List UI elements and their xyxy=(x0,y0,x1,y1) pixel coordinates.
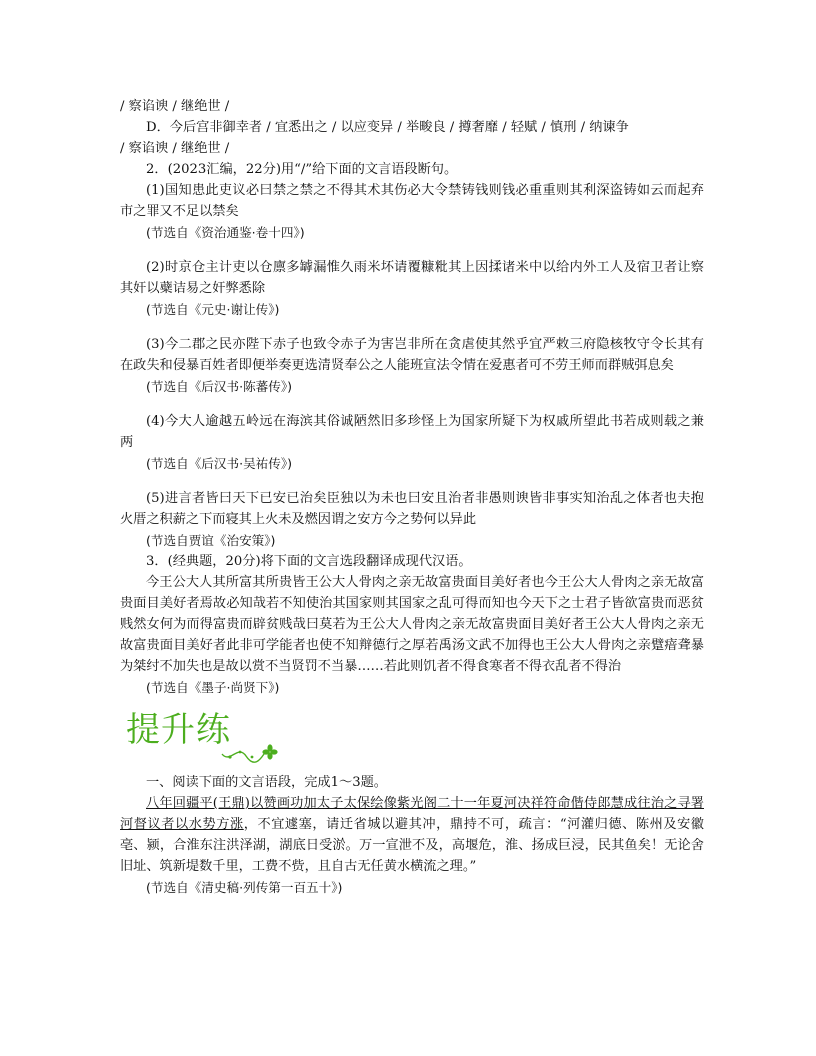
option-c-tail: / 察谄谀 / 继绝世 / xyxy=(120,99,230,114)
source-3: (节选自《后汉书·陈蕃传》) xyxy=(146,379,293,394)
section-banner xyxy=(120,708,704,764)
source-4: (节选自《后汉书·吴祐传》) xyxy=(146,456,293,471)
option-d-tail: / 察谄谀 / 继绝世 / xyxy=(120,141,230,156)
source-6: (节选自《墨子·尚贤下》) xyxy=(146,680,280,695)
passage-7-underlined: 八年回疆平(王鼎)以赞画功加太子太保绘像紫光阁二十一年夏河决祥符命偕侍郎慧成往治之寻署河督议者以水势方涨 xyxy=(120,796,704,832)
passage-4: (4)今大人逾越五岭远在海滨其俗诚陋然旧多珍怪上为国家所疑下为权戚所望此书若成则载之兼两 xyxy=(120,414,704,450)
passage-6: 今王公大人其所富其所贵皆王公大人骨肉之亲无故富贵面目美好者也今王公大人骨肉之亲无故富贵面目美好者焉故必知哉若不知使治其国家则其国家之乱可得而知也今天下之士君子皆欲富贵而恶贫贱然女何为而得富贵而辟贫贱哉曰莫若为王公大人骨肉之亲无故富贵面目美好者王公大人骨肉之亲无故富贵面目美好者此非可学能者也使不知辩德行之厚若禹汤文武不加得也王公大人骨肉之亲躄瘖聋暴为桀纣不加失也是故以赏不当贤罚不当暴……若此则饥者不得食寒者不得衣乱者不得治 xyxy=(120,575,704,674)
source-7: (节选自《清史稿·列传第一百五十》) xyxy=(146,880,343,895)
clover-vine-icon xyxy=(220,730,280,764)
passage-7 xyxy=(120,793,704,877)
passage-7-rest: ，不宜遽塞，请迁省城以避其冲，鼎持不可，疏言：“河灌归德、陈州及安徽亳、颍，合淮东注洪泽湖，湖底日受淤。万一宣泄不及，高堰危，淮、扬成巨浸，民其鱼矣！无论舍旧址、筑新堤数千里，工费不赀，且自古无任黄水横流之理。” xyxy=(120,817,704,874)
passage-3: (3)今二郡之民亦陛下赤子也致令赤子为害岂非所在贪虐使其然乎宜严敕三府隐核牧守令长其有在政失和侵暴百姓者即便举奏更选清贤奉公之人能班宣法令情在爱惠者可不劳王师而群贼弭息矣 xyxy=(120,337,704,373)
option-d: D．今后宫非御幸者 / 宜悉出之 / 以应变异 / 举畯良 / 撙奢靡 / 轻赋 / 慎刑 / 纳谏争 xyxy=(146,120,629,135)
source-5: (节选自贾谊《治安策》) xyxy=(146,533,276,548)
document-body xyxy=(120,96,704,898)
passage-5: (5)进言者皆曰天下已安已治矣臣独以为未也曰安且治者非愚则谀皆非事实知治乱之体者也夫抱火厝之积薪之下而寝其上火未及燃因谓之安方今之势何以异此 xyxy=(120,491,704,527)
section-title: 提升练 xyxy=(126,710,231,750)
question-3-heading: 3．(经典题，20分)将下面的文言选段翻译成现代汉语。 xyxy=(146,554,472,569)
passage-2: (2)时京仓主计吏以仓廪多罅漏惟久雨米坏请覆糠粃其上因揉诸米中以给内外工人及宿卫者让察其奸以蘗诘易之奸弊悉除 xyxy=(120,260,704,296)
question-4-heading: 一、阅读下面的文言语段，完成1～3题。 xyxy=(146,775,387,790)
source-1: (节选自《资治通鉴·卷十四》) xyxy=(146,225,305,240)
source-2: (节选自《元史·谢让传》) xyxy=(146,302,280,317)
question-2-heading: 2．(2023汇编，22分)用“/”给下面的文言语段断句。 xyxy=(146,162,458,177)
passage-1: (1)国知患此吏议必曰禁之禁之不得其术其伤必大令禁铸钱则钱必重重则其利深盗铸如云而起弃市之罪又不足以禁矣 xyxy=(120,183,704,219)
